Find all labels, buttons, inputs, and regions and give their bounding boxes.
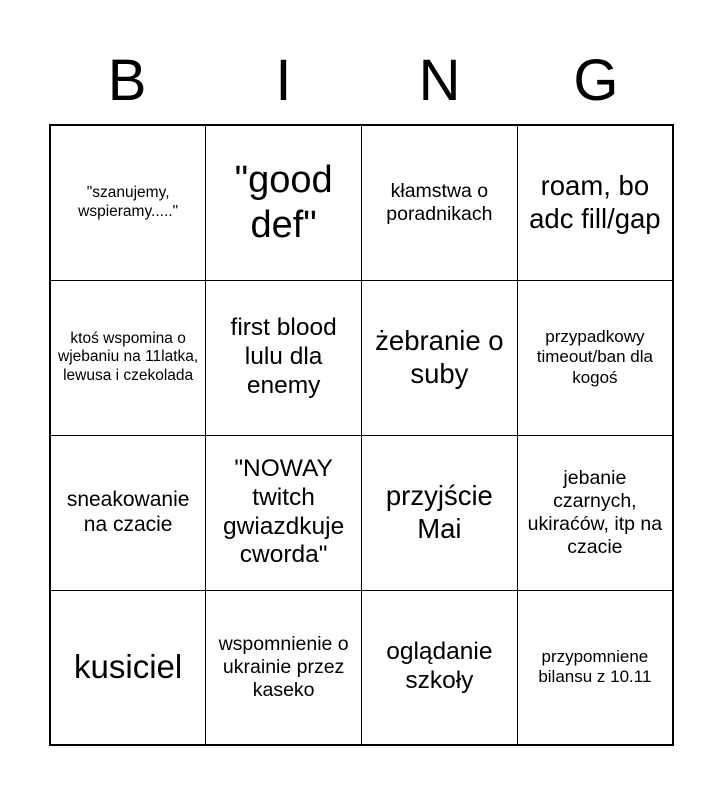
bingo-cell[interactable]: roam, bo adc fill/gap (517, 125, 673, 280)
bingo-cell[interactable]: "szanujemy, wspieramy....." (50, 125, 206, 280)
bingo-cell[interactable]: żebranie o suby (362, 280, 518, 435)
bingo-cell[interactable]: sneakowanie na czacie (50, 435, 206, 590)
bingo-cell[interactable]: kusiciel (50, 590, 206, 745)
bingo-cell[interactable]: first blood lulu dla enemy (206, 280, 362, 435)
bingo-cell[interactable]: "good def" (206, 125, 362, 280)
bingo-cell[interactable]: "NOWAY twitch gwiazdkuje cworda" (206, 435, 362, 590)
bingo-cell[interactable]: kłamstwa o poradnikach (362, 125, 518, 280)
bingo-header (49, 0, 674, 114)
bingo-header-letter-n: N (418, 48, 461, 113)
bingo-row (50, 590, 673, 745)
bingo-cell[interactable]: oglądanie szkoły (362, 590, 518, 745)
bingo-cell[interactable]: jebanie czarnych, ukiraćów, itp na czacie (517, 435, 673, 590)
bingo-row (50, 125, 673, 280)
bingo-header-letter-i: I (275, 48, 292, 113)
bingo-cell[interactable]: wspomnienie o ukrainie przez kaseko (206, 590, 362, 745)
bingo-row (50, 280, 673, 435)
bingo-row (50, 435, 673, 590)
bingo-cell[interactable]: ktoś wspomina o wjebaniu na 11latka, lewusa i czekolada (50, 280, 206, 435)
bingo-cell[interactable]: przyjście Mai (362, 435, 518, 590)
bingo-grid (49, 124, 674, 746)
bingo-cell[interactable]: przypomniene bilansu z 10.11 (517, 590, 673, 745)
bingo-header-letter-g: G (573, 48, 619, 113)
bingo-cell[interactable]: przypadkowy timeout/ban dla kogoś (517, 280, 673, 435)
bingo-header-letter-b: B (107, 48, 147, 113)
